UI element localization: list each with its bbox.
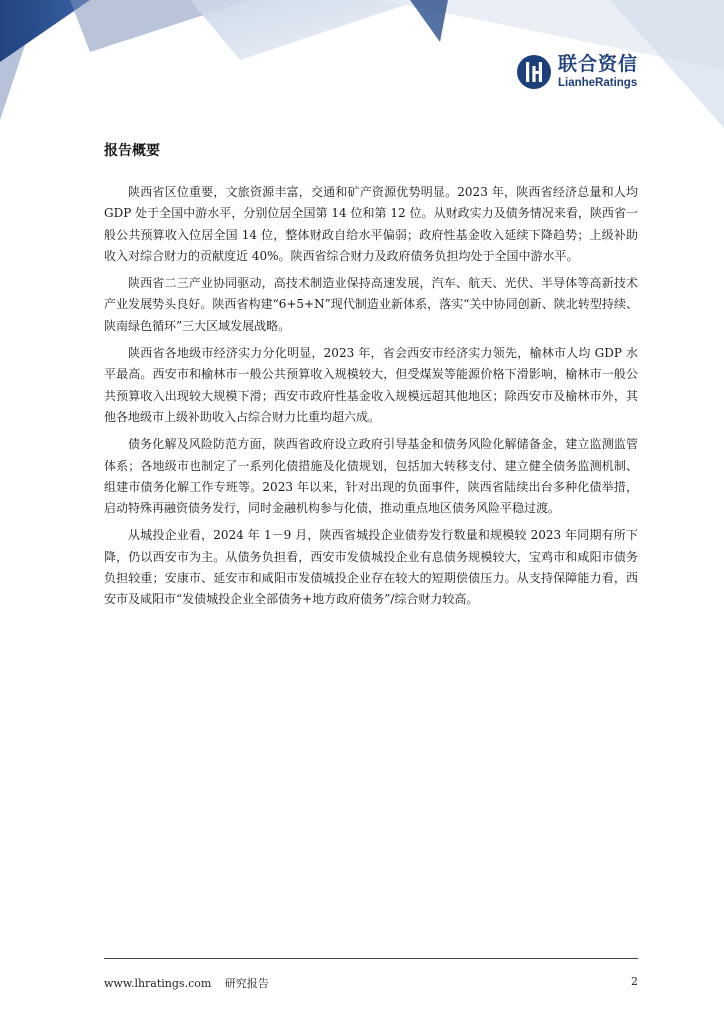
- report-summary-body: [104, 182, 638, 617]
- paragraph: 陕西省区位重要，文旅资源丰富，交通和矿产资源优势明显。2023 年，陕西省经济总量和人均 GDP 处于全国中游水平，分别位居全国第 14 位和第 12 位。从财政实力及债务情况来看，陕西省一般公共预算收入位居全国 14 位，整体财政自给水平偏弱；政府性基金收入延续下降趋势；上级补助收入对综合财力的贡献度近 40%。陕西省综合财力及政府债务负担均处于全国中游水平。: [104, 185, 638, 263]
- footer-website-link[interactable]: www.lhratings.com: [104, 977, 212, 990]
- company-logo: [516, 54, 638, 90]
- page-number: 2: [631, 975, 638, 988]
- footer-divider: [104, 958, 638, 959]
- footer-info: [104, 975, 269, 991]
- footer-doc-type: 研究报告: [224, 977, 269, 990]
- paragraph: 陕西省各地级市经济实力分化明显，2023 年，省会西安市经济实力领先，榆林市人均 GDP 水平最高。西安市和榆林市一般公共预算收入规模较大，但受煤炭等能源价格下滑影响，榆林市一般公共预算收入出现较大规模下滑；西安市政府性基金收入规模远超其他地区；除西安市及榆林市外，其他各地级市上级补助收入占综合财力比重均超六成。: [104, 346, 638, 424]
- section-title: 报告概要: [104, 143, 160, 159]
- lianhe-logo-icon: [516, 54, 552, 90]
- paragraph: 从城投企业看，2024 年 1－9 月，陕西省城投企业债券发行数量和规模较 2023 年同期有所下降，仍以西安市为主。从债务负担看，西安市发债城投企业有息债务规模较大，宝鸡市和咸阳市债务负担较重；安康市、延安市和咸阳市发债城投企业存在较大的短期偿债压力。从支持保障能力看，西安市及咸阳市“发债城投企业全部债务+地方政府债务”/综合财力较高。: [104, 528, 638, 607]
- logo-chinese-name: 联合资信: [558, 52, 639, 75]
- paragraph: 陕西省二三产业协同驱动，高技术制造业保持高速发展，汽车、航天、光伏、半导体等高新技术产业发展势头良好。陕西省构建“6+5+N”现代制造业新体系，落实“关中协同创新、陕北转型持续、陕南绿色循环”三大区域发展战略。: [104, 276, 638, 333]
- paragraph: 债务化解及风险防范方面，陕西省政府设立政府引导基金和债务风险化解储备金，建立监测监管体系；各地级市也制定了一系列化债措施及化债规划，包括加大转移支付、建立健全债务监测机制、组建市债务化解工作专班等。2023 年以来，针对出现的负面事件，陕西省陆续出台多种化债举措，启动特殊再融资债务发行，同时金融机构参与化债，推动重点地区债务风险平稳过渡。: [104, 437, 638, 516]
- logo-english-name: LianheRatings: [558, 76, 638, 89]
